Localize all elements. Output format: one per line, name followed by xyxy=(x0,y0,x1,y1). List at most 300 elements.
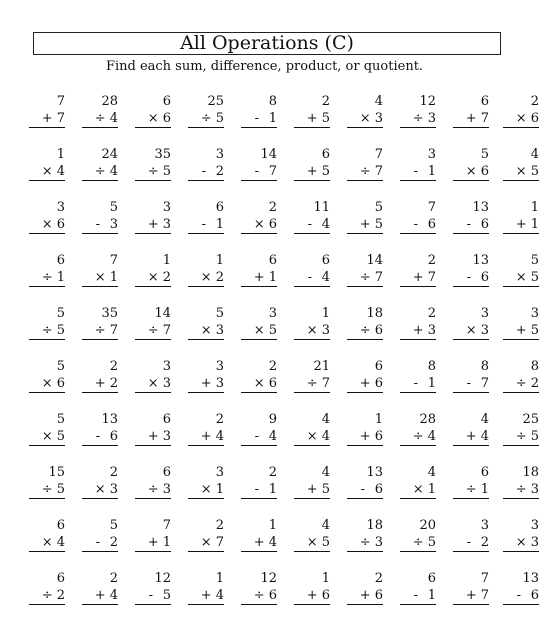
problem xyxy=(347,199,383,234)
problem xyxy=(135,358,171,393)
problem xyxy=(135,570,171,605)
problem-top-number: 1 xyxy=(56,147,65,162)
problem-bottom-line xyxy=(294,269,330,287)
problem xyxy=(294,517,330,552)
problem-bottom-number: 2 xyxy=(105,535,118,550)
problem xyxy=(241,93,277,128)
problem-bottom-line xyxy=(347,481,383,499)
problem xyxy=(453,305,489,340)
problem-bottom-number: 4 xyxy=(211,429,224,444)
problem-bottom-line xyxy=(400,269,436,287)
problem xyxy=(29,358,65,393)
problem-bottom-number: 1 xyxy=(423,588,436,603)
operator-symbol: + xyxy=(465,111,477,126)
operator-symbol: × xyxy=(515,270,527,285)
problem-bottom-number: 2 xyxy=(476,535,489,550)
operator-symbol: - xyxy=(466,535,471,550)
operator-symbol: ÷ xyxy=(359,535,371,550)
problem-top-number: 4 xyxy=(321,465,330,480)
problem-bottom-line xyxy=(503,110,539,128)
operator-symbol: × xyxy=(465,164,477,179)
problem-bottom-line xyxy=(135,587,171,605)
problem-bottom-line xyxy=(82,534,118,552)
problem xyxy=(29,252,65,287)
problem-bottom-line xyxy=(188,587,224,605)
problem-top-number: 5 xyxy=(56,306,65,321)
problem xyxy=(400,358,436,393)
problem-bottom-number: 5 xyxy=(526,323,539,338)
problem-bottom-line xyxy=(135,481,171,499)
problem-bottom-number: 5 xyxy=(52,482,65,497)
operator-symbol: + xyxy=(41,111,53,126)
problem xyxy=(453,464,489,499)
problem xyxy=(503,411,539,446)
operator-symbol: ÷ xyxy=(412,111,424,126)
problem-bottom-number: 5 xyxy=(317,535,330,550)
operator-symbol: × xyxy=(147,376,159,391)
problem-top-number: 1 xyxy=(215,253,224,268)
problem-top-number: 6 xyxy=(162,94,171,109)
operator-symbol: + xyxy=(306,164,318,179)
problem-bottom-line xyxy=(453,534,489,552)
problem-bottom-line xyxy=(503,269,539,287)
problem-bottom-number: 7 xyxy=(476,588,489,603)
problem xyxy=(135,305,171,340)
problem-bottom-number: 1 xyxy=(423,164,436,179)
operator-symbol: ÷ xyxy=(253,588,265,603)
problem-bottom-line xyxy=(82,428,118,446)
operator-symbol: × xyxy=(200,482,212,497)
problem-bottom-line xyxy=(135,110,171,128)
problem-bottom-line xyxy=(188,534,224,552)
problem-top-number: 6 xyxy=(427,571,436,586)
problem-bottom-line xyxy=(29,481,65,499)
operator-symbol: × xyxy=(41,164,53,179)
problem-top-number: 5 xyxy=(109,200,118,215)
problem xyxy=(82,517,118,552)
problem xyxy=(400,305,436,340)
problem-bottom-line xyxy=(294,322,330,340)
problem-bottom-line xyxy=(503,428,539,446)
operator-symbol: ÷ xyxy=(41,482,53,497)
operator-symbol: + xyxy=(359,429,371,444)
operator-symbol: + xyxy=(412,270,424,285)
problem xyxy=(400,464,436,499)
problem-top-number: 6 xyxy=(215,200,224,215)
problem-bottom-line xyxy=(294,587,330,605)
problem-bottom-line xyxy=(503,587,539,605)
operator-symbol: - xyxy=(413,376,418,391)
problem-top-number: 3 xyxy=(215,465,224,480)
operator-symbol: - xyxy=(466,270,471,285)
operator-symbol: ÷ xyxy=(94,111,106,126)
worksheet-title: All Operations (C) xyxy=(180,32,354,54)
operator-symbol: ÷ xyxy=(200,111,212,126)
problem xyxy=(82,252,118,287)
operator-symbol: ÷ xyxy=(465,482,477,497)
operator-symbol: - xyxy=(413,588,418,603)
operator-symbol: × xyxy=(253,217,265,232)
problem xyxy=(82,570,118,605)
problem-top-number: 28 xyxy=(101,94,118,109)
problem-bottom-number: 2 xyxy=(158,270,171,285)
problem-bottom-number: 4 xyxy=(264,535,277,550)
operator-symbol: × xyxy=(465,323,477,338)
problem-top-number: 6 xyxy=(374,359,383,374)
problem-bottom-line xyxy=(82,163,118,181)
problem xyxy=(294,199,330,234)
problem-top-number: 2 xyxy=(374,571,383,586)
problem xyxy=(135,517,171,552)
problem-bottom-number: 6 xyxy=(264,588,277,603)
problem-bottom-number: 6 xyxy=(370,323,383,338)
problem-bottom-number: 3 xyxy=(526,535,539,550)
problem-bottom-number: 6 xyxy=(370,588,383,603)
problem-top-number: 8 xyxy=(530,359,539,374)
problem-bottom-number: 7 xyxy=(370,164,383,179)
operator-symbol: ÷ xyxy=(94,323,106,338)
title-box xyxy=(33,32,501,55)
problem-top-number: 8 xyxy=(268,94,277,109)
problem-top-number: 25 xyxy=(207,94,224,109)
problem-bottom-line xyxy=(400,216,436,234)
problem-bottom-number: 3 xyxy=(158,429,171,444)
problem-top-number: 13 xyxy=(366,465,383,480)
operator-symbol: × xyxy=(253,376,265,391)
problem-bottom-number: 5 xyxy=(158,164,171,179)
operator-symbol: - xyxy=(360,482,365,497)
problem xyxy=(503,517,539,552)
problem-bottom-line xyxy=(400,428,436,446)
problem-top-number: 4 xyxy=(530,147,539,162)
operator-symbol: + xyxy=(94,376,106,391)
problem xyxy=(453,411,489,446)
problem-bottom-line xyxy=(400,110,436,128)
problem-bottom-line xyxy=(294,375,330,393)
problem xyxy=(241,411,277,446)
problem-top-number: 13 xyxy=(472,200,489,215)
problem-top-number: 24 xyxy=(101,147,118,162)
operator-symbol: - xyxy=(201,164,206,179)
problem-bottom-line xyxy=(29,375,65,393)
problem xyxy=(241,252,277,287)
problem xyxy=(135,411,171,446)
problem-bottom-line xyxy=(188,163,224,181)
problem-bottom-number: 3 xyxy=(370,111,383,126)
problem-bottom-number: 3 xyxy=(105,217,118,232)
problem-bottom-number: 1 xyxy=(264,482,277,497)
problem-bottom-number: 4 xyxy=(105,588,118,603)
problem-bottom-number: 5 xyxy=(211,111,224,126)
problem xyxy=(503,93,539,128)
problem xyxy=(188,517,224,552)
problem-bottom-line xyxy=(294,534,330,552)
problem-bottom-line xyxy=(241,375,277,393)
operator-symbol: + xyxy=(253,535,265,550)
problem-bottom-line xyxy=(503,163,539,181)
problem-bottom-number: 6 xyxy=(423,217,436,232)
problem-bottom-number: 6 xyxy=(370,376,383,391)
problem-bottom-number: 1 xyxy=(211,217,224,232)
problem-bottom-number: 2 xyxy=(52,588,65,603)
operator-symbol: × xyxy=(147,111,159,126)
problem-bottom-line xyxy=(347,269,383,287)
problem-bottom-line xyxy=(400,163,436,181)
problem xyxy=(241,146,277,181)
operator-symbol: ÷ xyxy=(41,270,53,285)
problem xyxy=(29,199,65,234)
problem xyxy=(347,570,383,605)
problem-top-number: 5 xyxy=(56,412,65,427)
problem-top-number: 1 xyxy=(374,412,383,427)
problem-bottom-number: 7 xyxy=(423,270,436,285)
problem xyxy=(294,411,330,446)
problem xyxy=(241,570,277,605)
problem xyxy=(347,411,383,446)
problem-top-number: 2 xyxy=(215,412,224,427)
problem-bottom-number: 3 xyxy=(158,376,171,391)
problem-bottom-number: 1 xyxy=(211,482,224,497)
problem-bottom-number: 7 xyxy=(476,111,489,126)
problem-bottom-number: 6 xyxy=(476,164,489,179)
operator-symbol: × xyxy=(200,270,212,285)
operator-symbol: × xyxy=(412,482,424,497)
problem xyxy=(294,305,330,340)
problem-bottom-line xyxy=(135,375,171,393)
operator-symbol: × xyxy=(41,535,53,550)
problem-top-number: 1 xyxy=(530,200,539,215)
problem-bottom-line xyxy=(241,481,277,499)
problem-bottom-number: 6 xyxy=(526,111,539,126)
problem-top-number: 2 xyxy=(268,465,277,480)
operator-symbol: ÷ xyxy=(41,588,53,603)
problem-bottom-number: 4 xyxy=(52,535,65,550)
problem-bottom-number: 1 xyxy=(264,270,277,285)
operator-symbol: + xyxy=(515,323,527,338)
problem-top-number: 12 xyxy=(154,571,171,586)
problem-bottom-number: 6 xyxy=(476,217,489,232)
problem-bottom-number: 4 xyxy=(317,429,330,444)
problem-bottom-line xyxy=(347,322,383,340)
problem-top-number: 3 xyxy=(268,306,277,321)
problem-top-number: 6 xyxy=(162,465,171,480)
operator-symbol: ÷ xyxy=(515,376,527,391)
problem xyxy=(503,358,539,393)
problem-bottom-line xyxy=(453,322,489,340)
operator-symbol: × xyxy=(306,535,318,550)
operator-symbol: × xyxy=(253,323,265,338)
problem-bottom-line xyxy=(188,110,224,128)
problem-bottom-line xyxy=(29,110,65,128)
operator-symbol: ÷ xyxy=(41,323,53,338)
problem xyxy=(241,305,277,340)
problem-bottom-line xyxy=(135,163,171,181)
problem-top-number: 5 xyxy=(56,359,65,374)
problem xyxy=(29,570,65,605)
problem-top-number: 3 xyxy=(162,359,171,374)
operator-symbol: - xyxy=(95,535,100,550)
problem-bottom-number: 5 xyxy=(158,588,171,603)
problem xyxy=(294,146,330,181)
problem-top-number: 5 xyxy=(374,200,383,215)
problem xyxy=(135,199,171,234)
problem xyxy=(82,93,118,128)
problem xyxy=(503,199,539,234)
problem-top-number: 13 xyxy=(522,571,539,586)
problem-top-number: 2 xyxy=(109,359,118,374)
problem-bottom-line xyxy=(453,587,489,605)
problem xyxy=(188,464,224,499)
operator-symbol: × xyxy=(359,111,371,126)
problem-top-number: 1 xyxy=(215,571,224,586)
problem-bottom-number: 7 xyxy=(211,535,224,550)
operator-symbol: ÷ xyxy=(359,164,371,179)
problem xyxy=(400,252,436,287)
problem xyxy=(82,305,118,340)
problem xyxy=(453,252,489,287)
problem-top-number: 35 xyxy=(154,147,171,162)
problem-bottom-number: 1 xyxy=(264,111,277,126)
problem-top-number: 12 xyxy=(419,94,436,109)
operator-symbol: - xyxy=(148,588,153,603)
problem-top-number: 4 xyxy=(427,465,436,480)
problem-bottom-line xyxy=(453,110,489,128)
problem-bottom-line xyxy=(241,534,277,552)
operator-symbol: × xyxy=(94,482,106,497)
problem xyxy=(503,252,539,287)
problem xyxy=(188,252,224,287)
problem xyxy=(400,146,436,181)
problem-top-number: 4 xyxy=(480,412,489,427)
operator-symbol: ÷ xyxy=(515,429,527,444)
problem-top-number: 9 xyxy=(268,412,277,427)
problem-bottom-number: 1 xyxy=(526,217,539,232)
problem-bottom-line xyxy=(400,481,436,499)
problem-top-number: 3 xyxy=(427,147,436,162)
problem-bottom-line xyxy=(503,481,539,499)
problem-top-number: 3 xyxy=(215,147,224,162)
problem-top-number: 3 xyxy=(530,518,539,533)
problem-bottom-line xyxy=(82,587,118,605)
problem xyxy=(347,517,383,552)
operator-symbol: ÷ xyxy=(147,323,159,338)
problem-bottom-number: 7 xyxy=(264,164,277,179)
problem-bottom-line xyxy=(453,216,489,234)
problem-top-number: 28 xyxy=(419,412,436,427)
problem-bottom-number: 1 xyxy=(423,376,436,391)
problem-bottom-line xyxy=(294,216,330,234)
problem-bottom-number: 4 xyxy=(264,429,277,444)
problem-bottom-line xyxy=(241,428,277,446)
problem xyxy=(188,570,224,605)
operator-symbol: ÷ xyxy=(359,323,371,338)
operator-symbol: × xyxy=(515,164,527,179)
operator-symbol: + xyxy=(306,482,318,497)
problem-bottom-number: 4 xyxy=(105,164,118,179)
problem-bottom-number: 5 xyxy=(526,164,539,179)
problem-top-number: 7 xyxy=(427,200,436,215)
problem-bottom-line xyxy=(400,322,436,340)
problem-bottom-line xyxy=(29,269,65,287)
problem-bottom-line xyxy=(82,110,118,128)
problem-top-number: 2 xyxy=(268,200,277,215)
problem-bottom-number: 3 xyxy=(211,376,224,391)
problem-bottom-number: 5 xyxy=(370,217,383,232)
problem xyxy=(453,517,489,552)
operator-symbol: × xyxy=(200,323,212,338)
worksheet-instructions: Find each sum, difference, product, or quotient. xyxy=(105,59,424,74)
problem-bottom-number: 6 xyxy=(158,111,171,126)
problem xyxy=(29,93,65,128)
problem-bottom-number: 7 xyxy=(52,111,65,126)
problem-top-number: 6 xyxy=(480,465,489,480)
operator-symbol: + xyxy=(200,588,212,603)
problem-bottom-number: 1 xyxy=(105,270,118,285)
problem xyxy=(82,411,118,446)
problem xyxy=(400,411,436,446)
problem xyxy=(400,199,436,234)
problem xyxy=(347,93,383,128)
problem xyxy=(29,517,65,552)
operator-symbol: + xyxy=(253,270,265,285)
operator-symbol: × xyxy=(515,111,527,126)
problem-top-number: 5 xyxy=(215,306,224,321)
operator-symbol: - xyxy=(413,217,418,232)
operator-symbol: × xyxy=(200,535,212,550)
problem xyxy=(294,93,330,128)
problem-bottom-number: 3 xyxy=(423,323,436,338)
problem-bottom-line xyxy=(400,375,436,393)
operator-symbol: × xyxy=(94,270,106,285)
problem-bottom-number: 6 xyxy=(370,429,383,444)
problem xyxy=(241,464,277,499)
problem-bottom-line xyxy=(241,110,277,128)
problem-bottom-number: 6 xyxy=(317,588,330,603)
problem-bottom-line xyxy=(82,375,118,393)
problem-top-number: 6 xyxy=(268,253,277,268)
problem-top-number: 5 xyxy=(530,253,539,268)
problem-bottom-line xyxy=(241,163,277,181)
problem xyxy=(347,146,383,181)
operator-symbol: ÷ xyxy=(147,164,159,179)
problem-bottom-number: 2 xyxy=(526,376,539,391)
problem-bottom-line xyxy=(453,269,489,287)
problem xyxy=(503,305,539,340)
problem-bottom-number: 1 xyxy=(476,482,489,497)
operator-symbol: + xyxy=(147,535,159,550)
problem-bottom-line xyxy=(503,375,539,393)
problem-top-number: 3 xyxy=(162,200,171,215)
problem-top-number: 21 xyxy=(313,359,330,374)
operator-symbol: ÷ xyxy=(515,482,527,497)
problem-top-number: 8 xyxy=(480,359,489,374)
operator-symbol: - xyxy=(413,164,418,179)
problem xyxy=(294,358,330,393)
problem xyxy=(503,146,539,181)
problem-bottom-line xyxy=(188,269,224,287)
operator-symbol: - xyxy=(95,217,100,232)
problem-top-number: 18 xyxy=(366,306,383,321)
problem-bottom-number: 6 xyxy=(52,376,65,391)
problem-bottom-number: 5 xyxy=(423,535,436,550)
problem xyxy=(453,199,489,234)
problem-bottom-line xyxy=(347,534,383,552)
problem xyxy=(241,199,277,234)
problem-bottom-line xyxy=(135,269,171,287)
problem-bottom-number: 4 xyxy=(476,429,489,444)
problem-bottom-number: 3 xyxy=(211,323,224,338)
problem-top-number: 2 xyxy=(268,359,277,374)
